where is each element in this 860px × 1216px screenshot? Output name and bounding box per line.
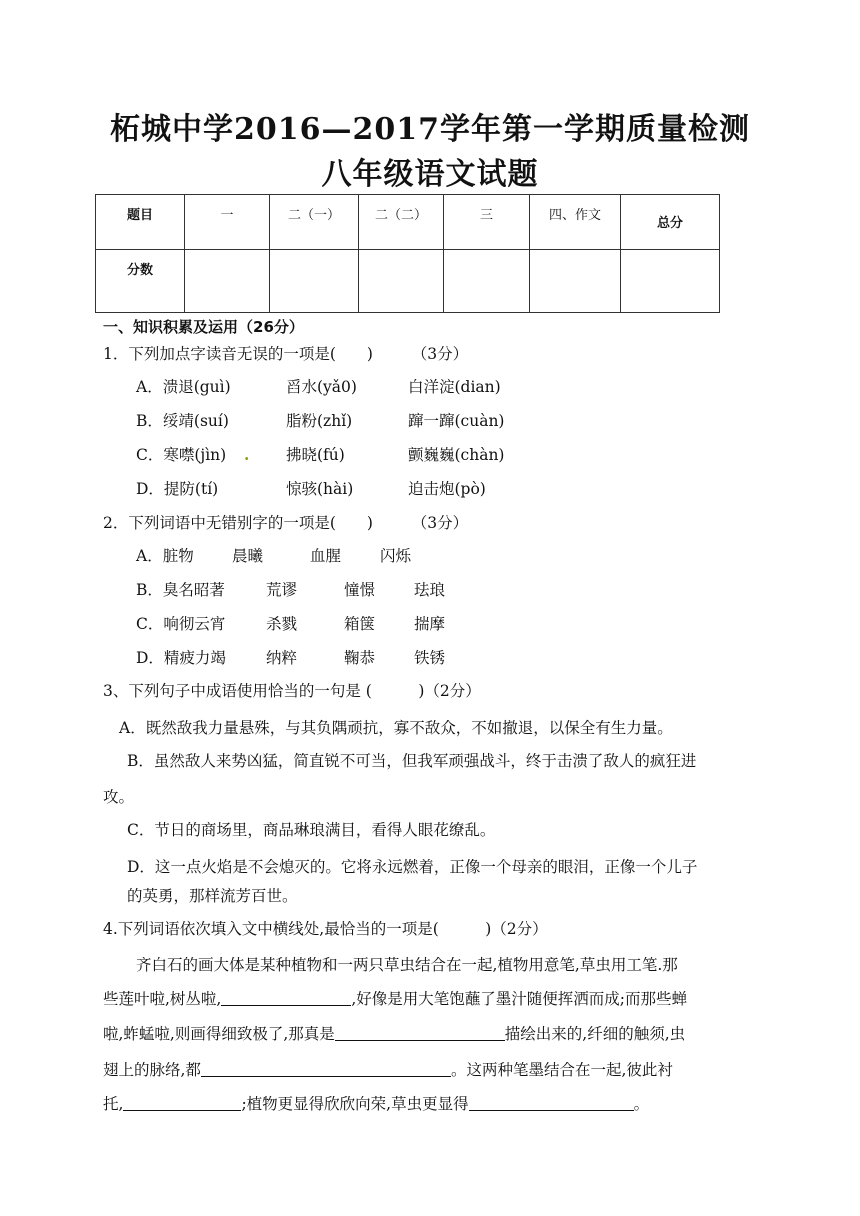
option-term: 憧憬 (344, 581, 376, 599)
passage-text: 托, (103, 1095, 124, 1113)
passage-text: 翅上的脉络,都 (103, 1061, 201, 1079)
answer-blank-2[interactable] (335, 1023, 505, 1041)
option-term: 蹿一蹿(cuàn) (408, 412, 505, 430)
question-2-option-c (136, 612, 445, 634)
question-3-option-b: B．虽然敌人来势凶猛，简直锐不可当，但我军顽强战斗，终于击溃了敌人的疯狂进 (127, 752, 697, 770)
question-3-option-b-cont: 攻。 (103, 788, 135, 806)
answer-blank-5[interactable] (469, 1093, 634, 1111)
passage-text: 描绘出来的,纤细的触须,虫 (504, 1025, 686, 1043)
option-term: 箱箧 (344, 615, 376, 633)
header-cell-part2b: 二（二） (359, 195, 444, 250)
option-term: C．响彻云宵 (136, 615, 226, 633)
option-term: 惊骇(hài) (286, 480, 354, 498)
question-3-option-d-cont: 的英勇，那样流芳百世。 (127, 887, 298, 905)
passage-text: 。这两种笔墨结合在一起,彼此衬 (450, 1061, 673, 1079)
passage-text: 些莲叶啦,树丛啦, (103, 990, 222, 1008)
option-term: 舀水(yǎ0) (286, 378, 357, 396)
option-term: D．精疲力竭 (136, 649, 226, 667)
header-cell-subject: 题目 (96, 195, 185, 250)
option-term: 杀戮 (266, 615, 298, 633)
score-table-header-row (96, 195, 720, 250)
option-term: 血腥 (310, 547, 342, 565)
option-term: A．溃退(guì) (136, 378, 231, 396)
dot-mark: . (244, 445, 250, 464)
exam-title: 柘城中学2016—2017学年第一学期质量检测 (110, 112, 750, 147)
answer-blank-3[interactable] (201, 1059, 451, 1077)
option-term: B．臭名昭著 (136, 581, 225, 599)
option-term: A．脏物 (136, 547, 194, 565)
option-term: B．绥靖(suí) (136, 412, 229, 430)
score-cell[interactable] (621, 250, 720, 313)
score-cell[interactable] (185, 250, 270, 313)
header-cell-part3: 三 (444, 195, 530, 250)
question-3-stem: 3、下列句子中成语使用恰当的一句是 ( )（2分） (103, 682, 481, 700)
option-term: 荒谬 (266, 581, 298, 599)
option-term: 白洋淀(dian) (408, 378, 501, 396)
question-2-option-b (136, 578, 445, 600)
score-row-label: 分数 (96, 250, 185, 313)
question-2-option-a (136, 544, 411, 566)
score-cell[interactable] (530, 250, 621, 313)
option-term: 珐琅 (414, 581, 446, 599)
option-term: 晨曦 (232, 547, 264, 565)
header-cell-total: 总分 (621, 195, 720, 250)
passage-text: 。 (633, 1095, 650, 1113)
question-1-option-a (136, 375, 501, 397)
score-cell[interactable] (444, 250, 530, 313)
option-term: 揣摩 (414, 615, 446, 633)
question-3-option-c: C．节日的商场里，商品琳琅满目，看得人眼花缭乱。 (127, 821, 496, 839)
header-cell-part4: 四、作文 (530, 195, 621, 250)
score-cell[interactable] (270, 250, 359, 313)
question-3-option-a: A．既然敌我力量悬殊，与其负隅顽抗，寡不敌众，不如撤退，以保全有生力量。 (119, 719, 673, 737)
option-term: D．提防(tí) (136, 480, 219, 498)
passage-text: ;植物更显得欣欣向荣,草虫更显得 (241, 1095, 469, 1113)
answer-blank-4[interactable] (123, 1093, 241, 1111)
option-term: 铁锈 (414, 649, 446, 667)
option-term: C．寒噤(jìn) (136, 446, 227, 464)
option-term: 纳粹 (266, 649, 298, 667)
score-table-score-row (96, 250, 720, 313)
passage-line (103, 1092, 649, 1114)
option-term: 脂粉(zhǐ) (286, 412, 353, 430)
passage-text: ,好像是用大笔饱蘸了墨汁随便挥洒而成;而那些蝉 (351, 990, 688, 1008)
question-1-option-d (136, 477, 486, 499)
option-term: 鞠恭 (344, 649, 376, 667)
question-2-stem: 2．下列词语中无错别字的一项是( ) （3分） (103, 514, 469, 532)
score-table (95, 194, 720, 313)
question-1-stem: 1．下列加点字读音无误的一项是( ) （3分） (103, 345, 469, 363)
passage-line (103, 1022, 685, 1044)
passage-line (103, 987, 687, 1009)
header-cell-part2a: 二（一） (270, 195, 359, 250)
option-term: 颤巍巍(chàn) (408, 446, 505, 464)
option-term: 拂晓(fú) (286, 446, 345, 464)
question-4-stem: 4.下列词语依次填入文中横线处,最恰当的一项是( )（2分） (103, 920, 548, 938)
question-3-option-d: D．这一点火焰是不会熄灭的。它将永远燃着，正像一个母亲的眼泪，正像一个儿子 (127, 858, 698, 876)
exam-subtitle: 八年级语文试题 (321, 157, 539, 192)
question-2-option-d (136, 646, 445, 668)
passage-line (103, 1058, 673, 1080)
passage-line: 齐白石的画大体是某种植物和一两只草虫结合在一起,植物用意笔,草虫用工笔.那 (136, 956, 678, 974)
passage-text: 啦,蚱蜢啦,则画得细致极了,那真是 (103, 1025, 335, 1043)
question-1-option-c (136, 443, 504, 465)
header-cell-part1: 一 (185, 195, 270, 250)
option-term: 闪烁 (380, 547, 412, 565)
option-term: 迫击炮(pò) (408, 480, 486, 498)
answer-blank-1[interactable] (221, 988, 351, 1006)
score-cell[interactable] (359, 250, 444, 313)
question-1-option-b (136, 409, 504, 431)
section-heading: 一、知识积累及运用（26分） (103, 318, 304, 336)
